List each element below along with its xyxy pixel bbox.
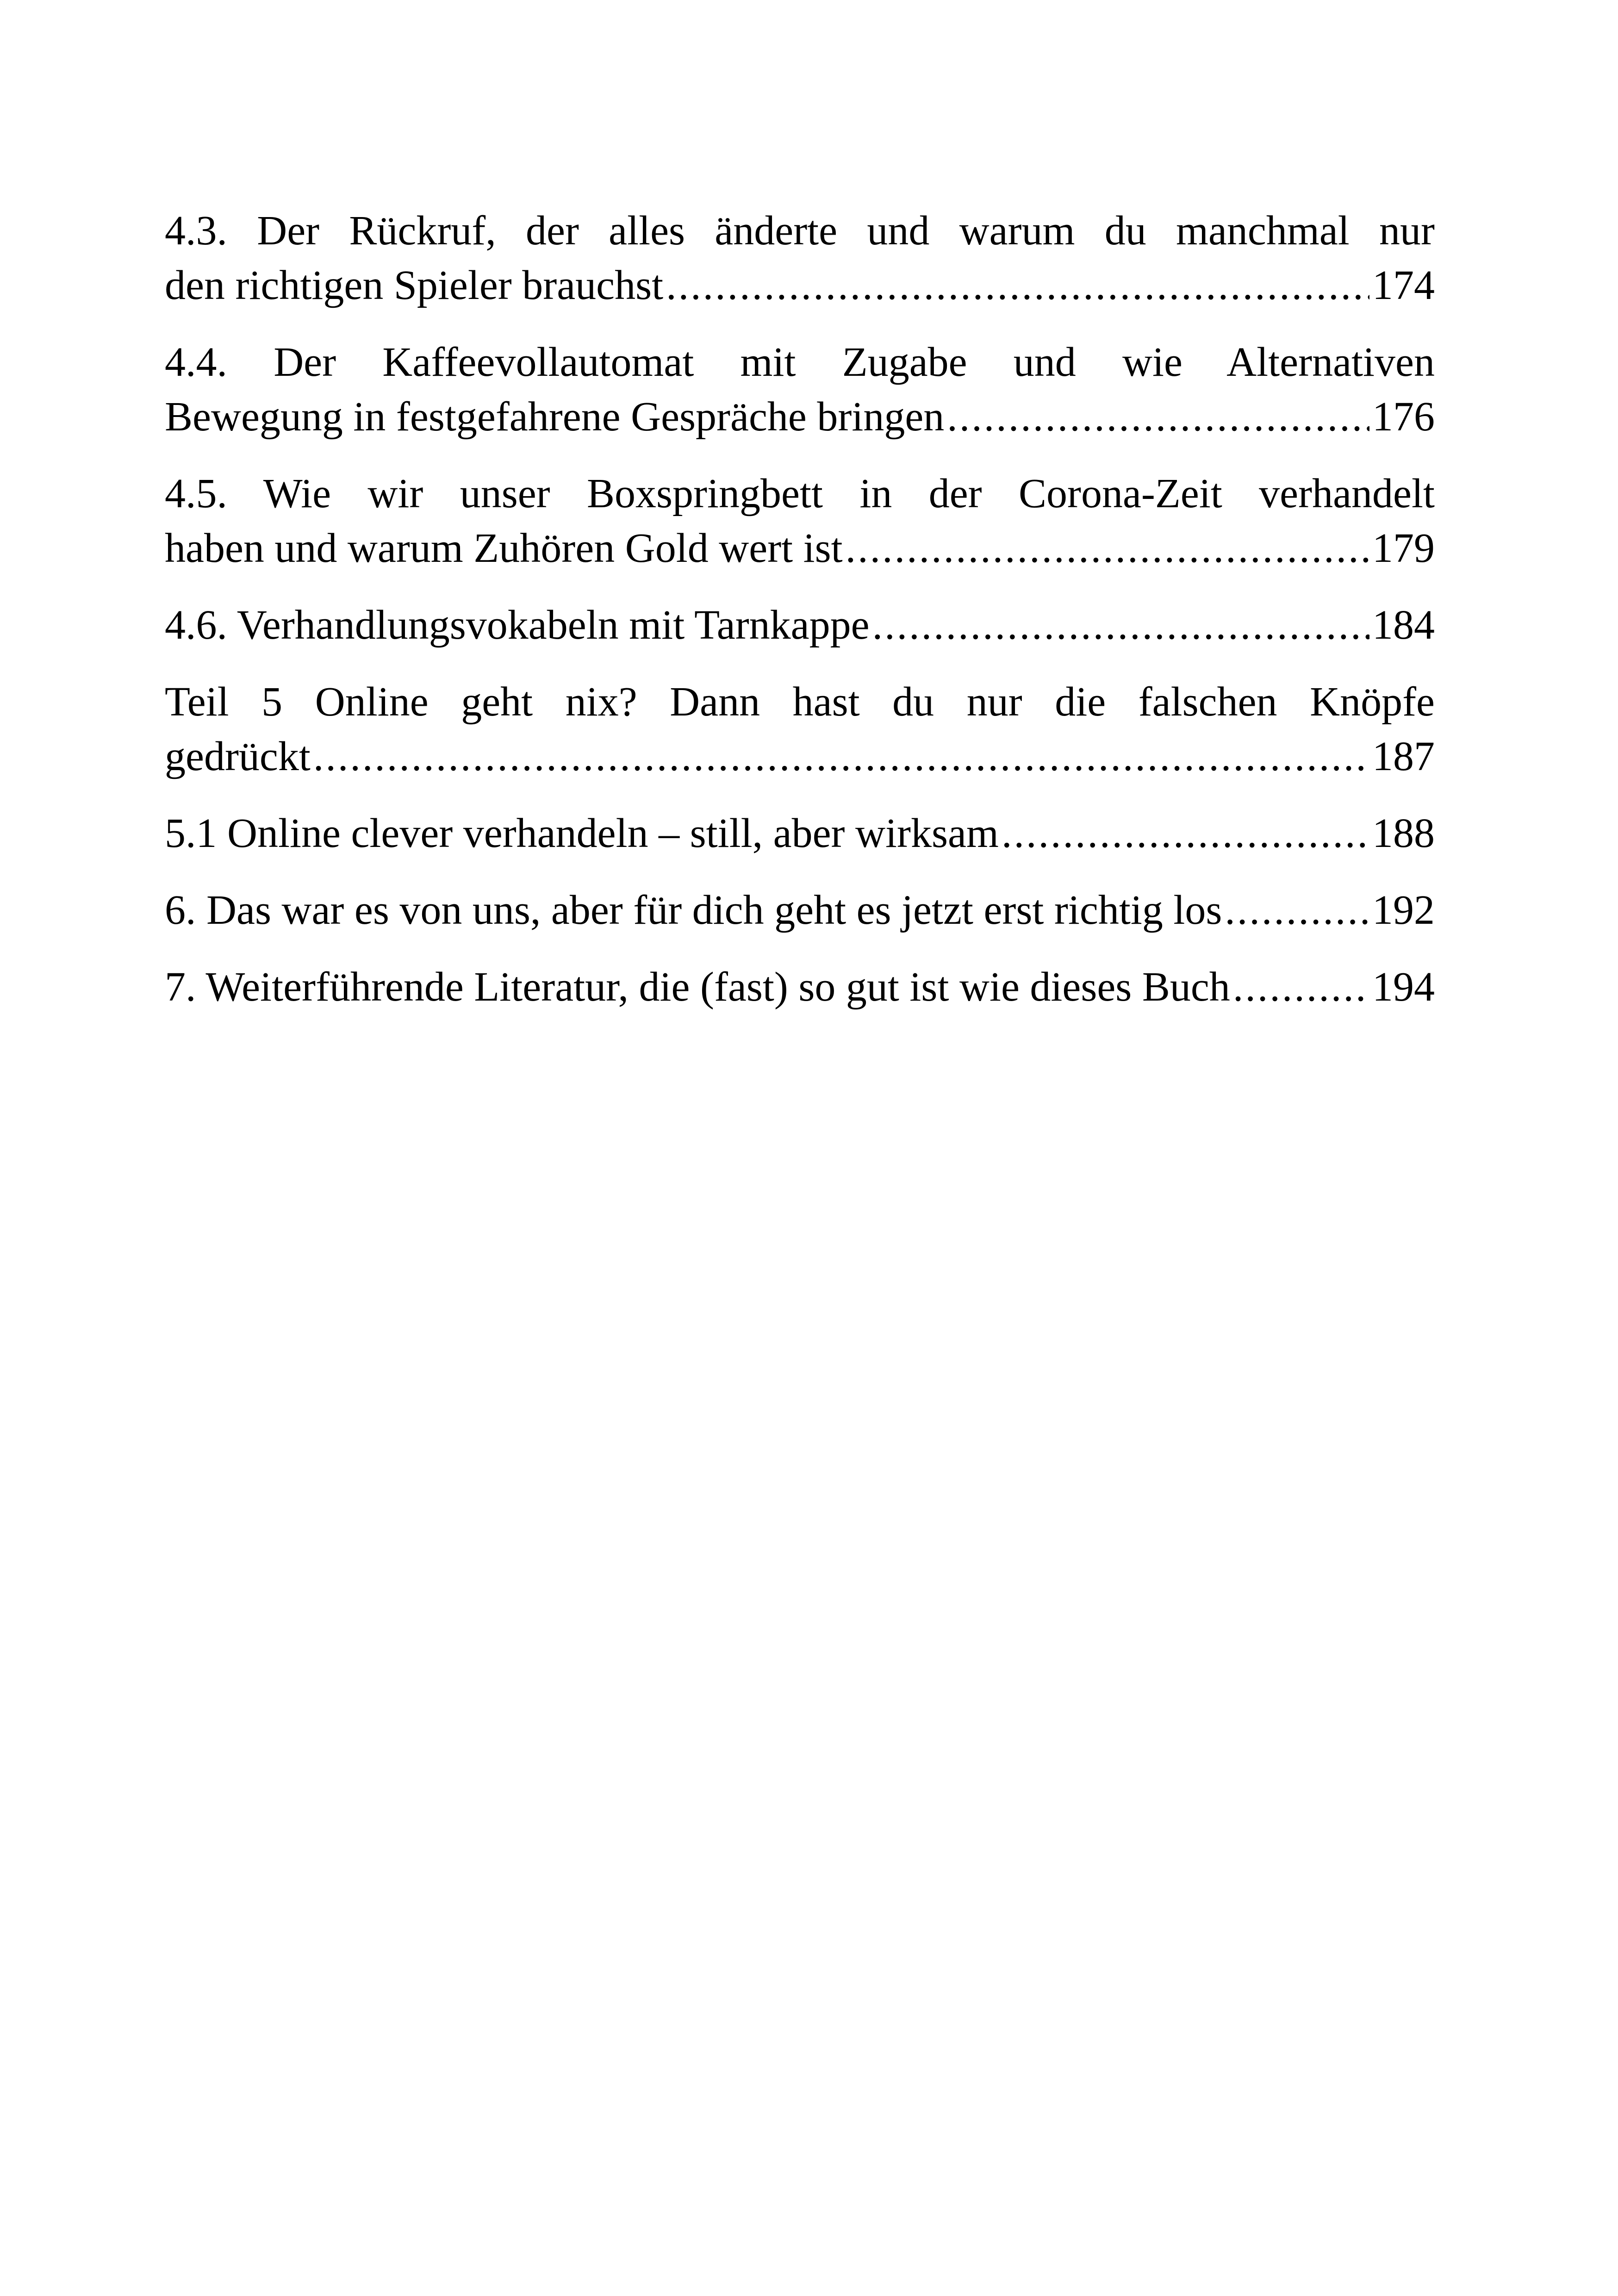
toc-entry-page-number: 176 (1372, 394, 1435, 440)
toc-entry-title: 4.6. Verhandlungsvokabeln mit Tarnkappe (165, 602, 870, 648)
toc-entry-page-number: 187 (1372, 734, 1435, 779)
dot-leader (1233, 960, 1369, 1014)
toc-entry-5-1[interactable] (165, 806, 1435, 861)
toc-entry-title-line2: gedrückt (165, 734, 311, 779)
toc-entry-4-3[interactable] (165, 204, 1435, 313)
toc-entry-4-5[interactable] (165, 467, 1435, 576)
toc-entry-teil-5[interactable] (165, 675, 1435, 784)
table-of-contents (165, 204, 1435, 1037)
toc-entry-title-line2: haben und warum Zuhören Gold wert ist (165, 525, 843, 571)
dot-leader (947, 390, 1369, 444)
toc-entry-title: 6. Das war es von uns, aber für dich geht es jetzt erst richtig los (165, 887, 1222, 933)
toc-entry-title-line1: Teil 5 Online geht nix? Dann hast du nur die falschen Knöpfe (165, 679, 1435, 725)
toc-entry-6[interactable] (165, 883, 1435, 938)
dot-leader (846, 521, 1369, 576)
toc-entry-page-number: 194 (1372, 964, 1435, 1010)
toc-entry-title-line1: 4.4. Der Kaffeevollautomat mit Zugabe und wie Alternativen (165, 339, 1435, 385)
toc-entry-4-6[interactable] (165, 598, 1435, 653)
toc-entry-title-line1: 4.5. Wie wir unser Boxspringbett in der Corona-Zeit verhandelt (165, 471, 1435, 516)
toc-entry-4-4[interactable] (165, 335, 1435, 444)
toc-entry-title-line1: 4.3. Der Rückruf, der alles änderte und warum du manchmal nur (165, 208, 1435, 254)
dot-leader (666, 258, 1369, 313)
dot-leader (313, 729, 1369, 784)
dot-leader (1002, 806, 1369, 861)
dot-leader (872, 598, 1369, 653)
toc-entry-title-line2: Bewegung in festgefahrene Gespräche bringen (165, 394, 945, 440)
toc-entry-7[interactable] (165, 960, 1435, 1014)
toc-entry-page-number: 184 (1372, 602, 1435, 648)
toc-entry-page-number: 179 (1372, 525, 1435, 571)
toc-entry-title-line2: den richtigen Spieler brauchst (165, 262, 664, 308)
dot-leader (1225, 883, 1369, 938)
toc-entry-page-number: 174 (1372, 262, 1435, 308)
toc-entry-page-number: 192 (1372, 887, 1435, 933)
toc-entry-title: 7. Weiterführende Literatur, die (fast) so gut ist wie dieses Buch (165, 964, 1230, 1010)
toc-entry-title: 5.1 Online clever verhandeln – still, aber wirksam (165, 810, 999, 856)
toc-entry-page-number: 188 (1372, 810, 1435, 856)
